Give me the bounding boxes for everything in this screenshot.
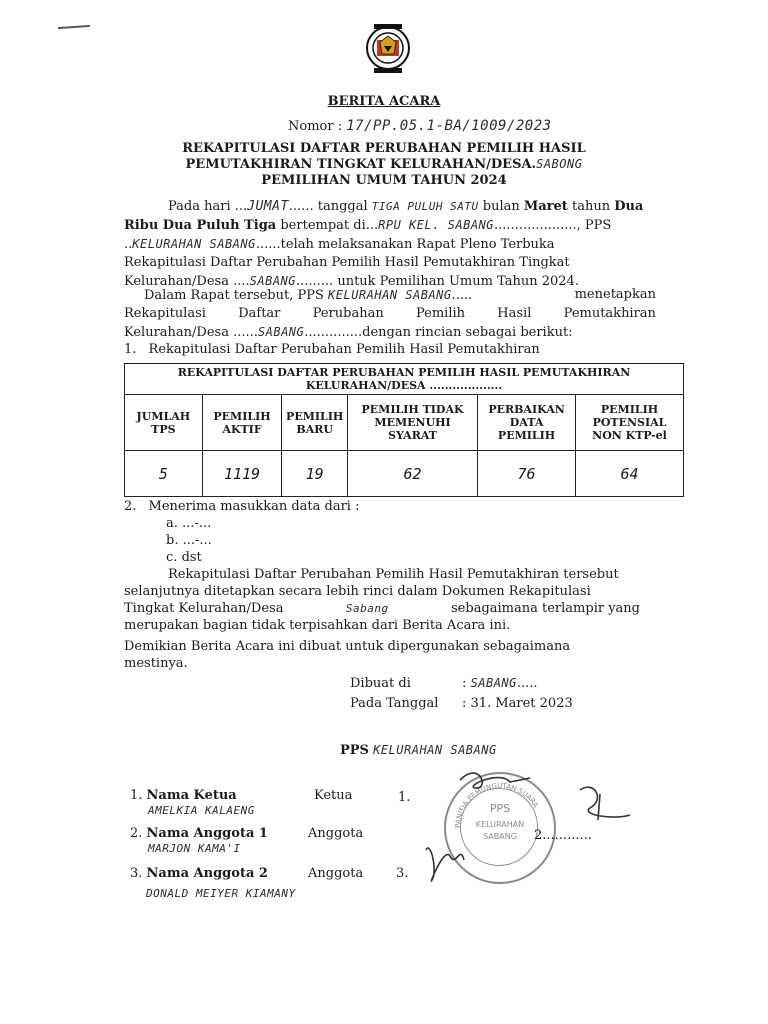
section-1-label: Rekapitulasi Daftar Perubahan Pemilih Hasil Pemutakhiran: [148, 342, 540, 357]
member-1-role-title: Nama Ketua: [146, 788, 237, 803]
paragraph-2: [124, 286, 656, 342]
member-2-num: 2.: [130, 826, 143, 841]
p3-text-b: selanjutnya ditetapkan secara lebih rinci dalam Dokumen Rekapitulasi: [124, 584, 591, 599]
p2-text-e: Kelurahan/Desa ......: [124, 325, 258, 340]
member-3-role-title: Nama Anggota 2: [146, 866, 268, 881]
subtitle-line2-text: PEMUTAKHIRAN TINGKAT KELURAHAN/DESA.: [185, 157, 537, 172]
nomor-label: Nomor :: [288, 119, 343, 134]
tanggal-value-text: 31. Maret 2023: [470, 696, 573, 711]
pada-tanggal-value: [462, 696, 573, 711]
member-1-title-row: [130, 788, 237, 803]
p1-text-i: Rekapitulasi Daftar Perubahan Pemilih Hasil Pemutakhiran Tingkat: [124, 255, 570, 270]
pada-tanggal-label: Pada Tanggal: [350, 696, 439, 711]
tanggal-sep: :: [462, 696, 467, 711]
dibuat-di-value: [462, 676, 538, 691]
dibuat-sep: :: [462, 676, 467, 691]
header-pemilih-baru: PEMILIH BARU: [282, 395, 348, 451]
p1-pps: KELURAHAN SABANG: [132, 237, 256, 251]
section-2-item-b: [124, 532, 359, 549]
p1-text-f: ...................., PPS: [494, 218, 612, 233]
subtitle-line3: PEMILIHAN UMUM TAHUN 2024: [261, 173, 507, 188]
member-3-role: Anggota: [308, 866, 364, 881]
member-2-role: Anggota: [308, 826, 364, 841]
member-2-name: MARJON KAMA'I: [148, 842, 241, 855]
p1-text-e: bertempat di...: [280, 218, 379, 233]
member-1-role: Ketua: [314, 788, 353, 803]
p4-text-a: Demikian Berita Acara ini dibuat untuk dipergunakan sebagaimana: [124, 639, 571, 654]
member-2-line-num: 2.: [534, 828, 547, 843]
section-2-number: 2.: [124, 499, 137, 514]
p2-word-4: Pemilih: [415, 306, 466, 321]
section-2-label: Menerima masukkan data dari :: [148, 499, 360, 514]
p1-text-g: ..: [124, 237, 133, 252]
member-2-dots: ...........: [546, 828, 592, 843]
value-pemilih-tms: 62: [403, 464, 422, 483]
stamp-ring-label: PANITIA PEMUNGUTAN SUARA: [453, 781, 540, 829]
value-perbaikan-data: 76: [517, 464, 536, 483]
p2-word-1: Rekapitulasi: [124, 306, 206, 321]
section-2-item-a: [124, 515, 359, 532]
subtitle-line2-hand: SABONG: [536, 157, 583, 171]
p2-text-c: menetapkan: [574, 287, 656, 302]
p2-word-3: Perubahan: [312, 306, 384, 321]
member-3-title-row: [130, 866, 268, 881]
header-jumlah-tps: JUMLAH TPS: [125, 395, 203, 451]
rekap-table: [124, 363, 684, 497]
kpu-logo: [366, 20, 410, 76]
header-pemilih-potensial: PEMILIH POTENSIAL NON KTP-el: [576, 395, 684, 451]
member-1-num: 1.: [130, 788, 143, 803]
pps-line: [340, 743, 497, 758]
header-perbaikan-data: PERBAIKAN DATA PEMILIH: [478, 395, 576, 451]
p1-tahun-1: Dua: [614, 199, 644, 214]
member-1-sign-line: 1.: [398, 790, 411, 805]
p3-desa: Sabang: [345, 602, 389, 615]
stamp-sabang: SABANG: [483, 832, 517, 841]
member-3-name: DONALD MEIYER KIAMANY: [146, 887, 296, 900]
p3-text-c: Tingkat Kelurahan/Desa: [124, 601, 284, 616]
item-c-text: dst: [181, 550, 202, 565]
table-title-2: KELURAHAN/DESA ...................: [305, 379, 503, 392]
member-2-title-row: [130, 826, 268, 841]
stamp-kelurahan: KELURAHAN: [475, 820, 525, 829]
paragraph-3: [124, 566, 640, 634]
p2-text-a: Dalam Rapat tersebut, PPS: [144, 288, 324, 303]
section-2-item-c: [124, 549, 359, 566]
p1-tempat: RPU KEL. SABANG: [378, 218, 495, 232]
section-2: [124, 498, 359, 566]
header-pemilih-tms: PEMILIH TIDAK MEMENUHI SYARAT: [347, 395, 477, 451]
paragraph-1: [124, 198, 656, 291]
paragraph-4: [124, 638, 570, 672]
dibuat-value-text: SABANG: [470, 676, 517, 690]
p2-desa: SABANG: [257, 325, 305, 339]
nomor-value: 17/PP.05.1-BA/1009/2023: [346, 118, 552, 134]
p2-word-5: Hasil: [497, 306, 532, 321]
dibuat-di-label: Dibuat di: [350, 676, 411, 691]
corner-mark: [58, 25, 90, 29]
member-2-sign-line: [534, 828, 592, 843]
item-b-text: ...-...: [182, 533, 212, 548]
member-1-name: AMELKIA KALAENG: [148, 804, 255, 817]
p1-text-j: Kelurahan/Desa ....: [124, 274, 250, 289]
p1-text-c: bulan: [482, 199, 520, 214]
p1-desa: SABANG: [249, 274, 296, 288]
p2-word-2: Daftar: [238, 306, 281, 321]
p4-text-b: mestinya.: [124, 656, 188, 671]
rekap-table-wrapper: [124, 363, 684, 497]
p3-text-d: sebagaimana terlampir yang: [451, 601, 640, 616]
document-title: BERITA ACARA: [327, 94, 441, 109]
p1-text-d: tahun: [571, 199, 611, 214]
member-2-role-title: Nama Anggota 1: [146, 826, 268, 841]
value-jumlah-tps: 5: [158, 464, 168, 483]
table-title-1: REKAPITULASI DAFTAR PERUBAHAN PEMILIH HASIL PEMUTAKHIRAN: [177, 366, 631, 379]
nomor-line: [288, 118, 552, 134]
p3-text-a: Rekapitulasi Daftar Perubahan Pemilih Hasil Pemutakhiran tersebut: [168, 567, 619, 582]
p2-text-f: ..............dengan rincian sebagai berikut:: [304, 325, 573, 340]
p2-pps: KELURAHAN SABANG: [328, 288, 452, 302]
p2-text-b: .....: [451, 288, 473, 303]
value-pemilih-baru: 19: [305, 464, 324, 483]
header-pemilih-aktif: PEMILIH AKTIF: [202, 395, 282, 451]
item-b-letter: b.: [166, 533, 179, 548]
dibuat-dots: .....: [516, 676, 538, 691]
item-a-letter: a.: [166, 516, 178, 531]
member-3-sign-line: 3.: [396, 866, 409, 881]
item-c-letter: c.: [166, 550, 178, 565]
member-3-num: 3.: [130, 866, 143, 881]
pps-label: PPS: [340, 743, 369, 758]
value-pemilih-aktif: 1119: [223, 464, 261, 483]
p1-tanggal: TIGA PULUH SATU: [371, 200, 479, 213]
p1-tahun-2: Ribu Dua Puluh Tiga: [124, 218, 277, 233]
p2-word-6: Pemutakhiran: [563, 306, 656, 321]
p1-bulan: Maret: [523, 199, 568, 214]
p1-hari: JUMAT: [247, 199, 289, 214]
p1-text-a: Pada hari ...: [168, 199, 248, 214]
p3-text-e: merupakan bagian tidak terpisahkan dari Berita Acara ini.: [124, 618, 511, 633]
section-1-heading: [124, 342, 540, 357]
section-1-number: 1.: [124, 342, 137, 357]
subtitle-line1: REKAPITULASI DAFTAR PERUBAHAN PEMILIH HASIL: [182, 141, 586, 156]
p1-text-h: ......telah melaksanakan Rapat Pleno Terbuka: [255, 237, 555, 252]
subtitle-line2: [0, 157, 768, 172]
item-a-text: ...-...: [182, 516, 212, 531]
value-pemilih-potensial: 64: [620, 464, 639, 483]
p1-text-b: ...... tanggal: [288, 199, 368, 214]
stamp-pps: PPS: [489, 802, 511, 815]
p1-text-k: ......... untuk Pemilihan Umum Tahun 2024.: [296, 274, 579, 289]
pps-value: KELURAHAN SABANG: [373, 743, 497, 757]
